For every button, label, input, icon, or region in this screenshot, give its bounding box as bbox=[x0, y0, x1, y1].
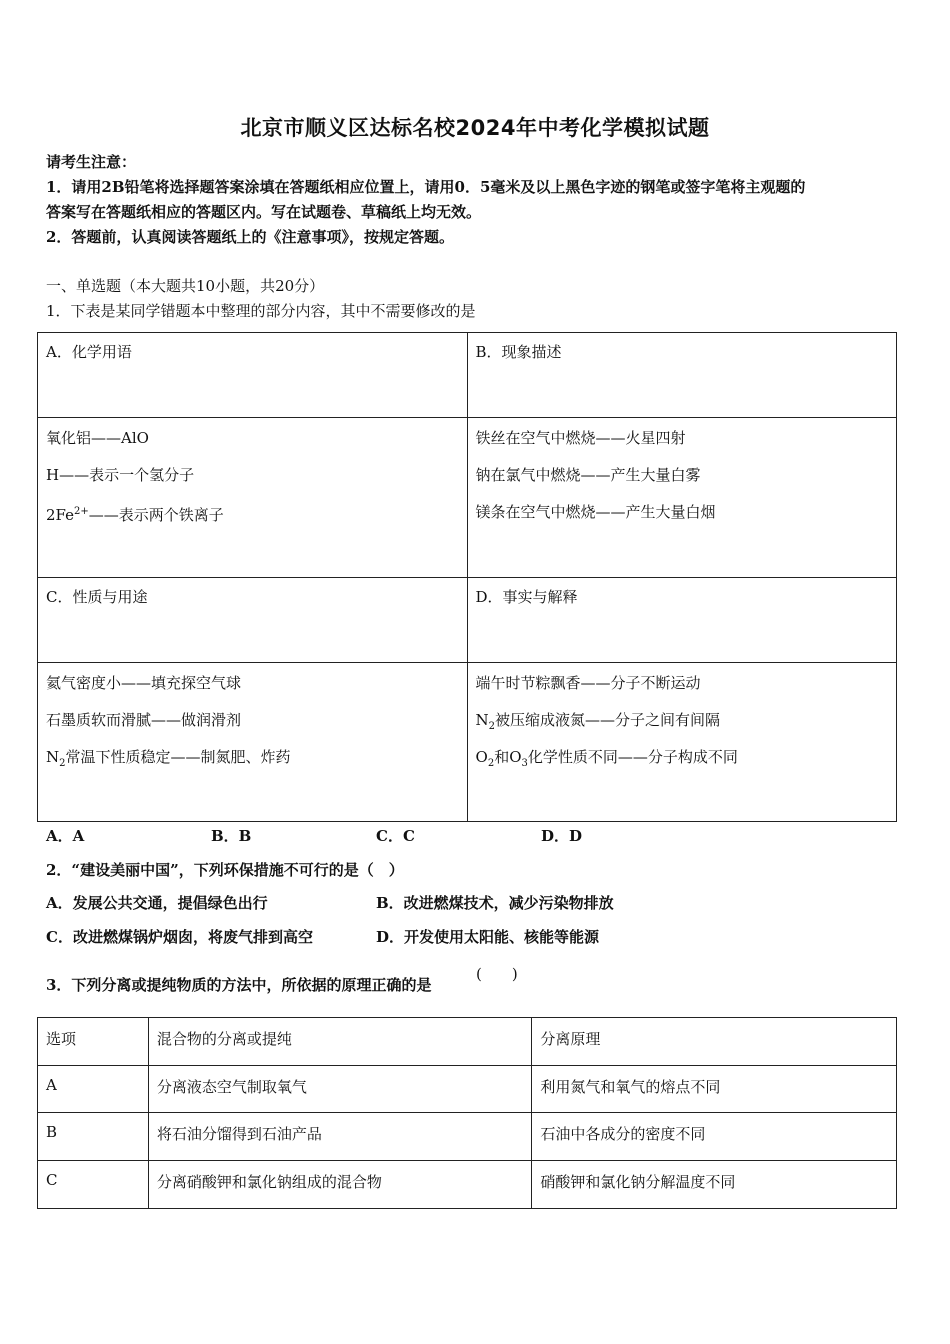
c-line-3: $N_2$常温下性质稳定——制氮肥、炸药 bbox=[46, 748, 291, 769]
cell-a-head: A．化学用语 bbox=[46, 343, 132, 361]
row-a-label: A bbox=[46, 1076, 57, 1094]
row-c-principle: 硝酸钾和氯化钠分解温度不同 bbox=[540, 1173, 736, 1191]
b-line-1: 铁丝在空气中燃烧——火星四射 bbox=[475, 429, 686, 447]
cell-b-body bbox=[468, 418, 897, 537]
c-line-2: 石墨质软而滑腻——做润滑剂 bbox=[46, 711, 242, 729]
question-3-table bbox=[37, 1017, 897, 1209]
c-line-1: 氦气密度小——填充探空气球 bbox=[46, 674, 242, 692]
d-line-2: $N_2$被压缩成液氮——分子之间有间隔 bbox=[475, 711, 721, 732]
q1-option-c[interactable]: C．C bbox=[376, 827, 415, 845]
cell-a-body bbox=[38, 418, 467, 537]
row-b-principle: 石油中各成分的密度不同 bbox=[540, 1125, 706, 1143]
page-title: 北京市顺义区达标名校2024年中考化学模拟试题 bbox=[240, 116, 710, 140]
row-b-label: B bbox=[46, 1123, 58, 1141]
q2-option-b[interactable]: B．改进燃煤技术，减少污染物排放 bbox=[376, 894, 614, 912]
row-b-method: 将石油分馏得到石油产品 bbox=[156, 1125, 322, 1143]
a-line-2: H——表示一个氢分子 bbox=[46, 466, 195, 484]
a-line-3: $2Fe^{2+}——$表示两个铁离子 bbox=[46, 506, 224, 524]
cell-c-body bbox=[38, 663, 467, 782]
q1-option-a[interactable]: A．A bbox=[46, 827, 85, 845]
q1-option-b[interactable]: B．B bbox=[211, 827, 252, 845]
d-line-1: 端午时节粽飘香——分子不断运动 bbox=[475, 674, 701, 692]
b-line-3: 镁条在空气中燃烧——产生大量白烟 bbox=[475, 503, 716, 521]
notice-heading: 请考生注意： bbox=[46, 153, 137, 171]
q1-option-d[interactable]: D．D bbox=[541, 827, 583, 845]
row-c-method: 分离硝酸钾和氯化钠组成的混合物 bbox=[156, 1173, 382, 1191]
cell-d-body bbox=[468, 663, 897, 782]
q2-option-d[interactable]: D．开发使用太阳能、核能等能源 bbox=[376, 928, 600, 946]
notice-line-1a: 1．请用2B铅笔将选择题答案涂填在答题纸相应位置上，请用0．5毫米及以上黑色字迹的钢笔或签字笔将主观题的 bbox=[46, 178, 806, 196]
a-line-1: 氧化铝——AlO bbox=[46, 429, 149, 447]
answer-paren: ( ) bbox=[476, 965, 518, 983]
header-method: 混合物的分离或提纯 bbox=[156, 1030, 292, 1048]
q2-option-a[interactable]: A．发展公共交通，提倡绿色出行 bbox=[46, 894, 268, 912]
section-heading: 一、单选题（本大题共10小题，共20分） bbox=[46, 277, 325, 295]
row-a-method: 分离液态空气制取氧气 bbox=[156, 1078, 307, 1096]
cell-d-head: D．事实与解释 bbox=[475, 588, 578, 606]
header-principle: 分离原理 bbox=[540, 1030, 601, 1048]
notice-line-2: 2．答题前，认真阅读答题纸上的《注意事项》，按规定答题。 bbox=[46, 228, 454, 246]
row-c-label: C bbox=[46, 1171, 58, 1189]
question-3-stem: 3．下列分离或提纯物质的方法中，所依据的原理正确的是 bbox=[46, 976, 432, 994]
question-2-stem: 2．“建设美丽中国”，下列环保措施不可行的是（ ） bbox=[46, 861, 404, 879]
row-a-principle: 利用氮气和氧气的熔点不同 bbox=[540, 1078, 721, 1096]
q2-option-c[interactable]: C．改进燃煤锅炉烟囱，将废气排到高空 bbox=[46, 928, 313, 946]
table-row bbox=[38, 1161, 897, 1209]
table-row bbox=[38, 1066, 897, 1113]
table-row bbox=[38, 1113, 897, 1161]
cell-c-head: C．性质与用途 bbox=[46, 588, 148, 606]
notice-line-1b: 答案写在答题纸相应的答题区内。写在试题卷、草稿纸上均无效。 bbox=[46, 203, 482, 221]
cell-b-head: B．现象描述 bbox=[475, 343, 562, 361]
d-line-3: $O_2$和$O_3$化学性质不同——分子构成不同 bbox=[475, 748, 738, 769]
question-1-table bbox=[37, 332, 897, 822]
question-1-stem: 1．下表是某同学错题本中整理的部分内容，其中不需要修改的是 bbox=[46, 302, 476, 320]
header-option: 选项 bbox=[46, 1030, 77, 1048]
b-line-2: 钠在氯气中燃烧——产生大量白雾 bbox=[475, 466, 701, 484]
